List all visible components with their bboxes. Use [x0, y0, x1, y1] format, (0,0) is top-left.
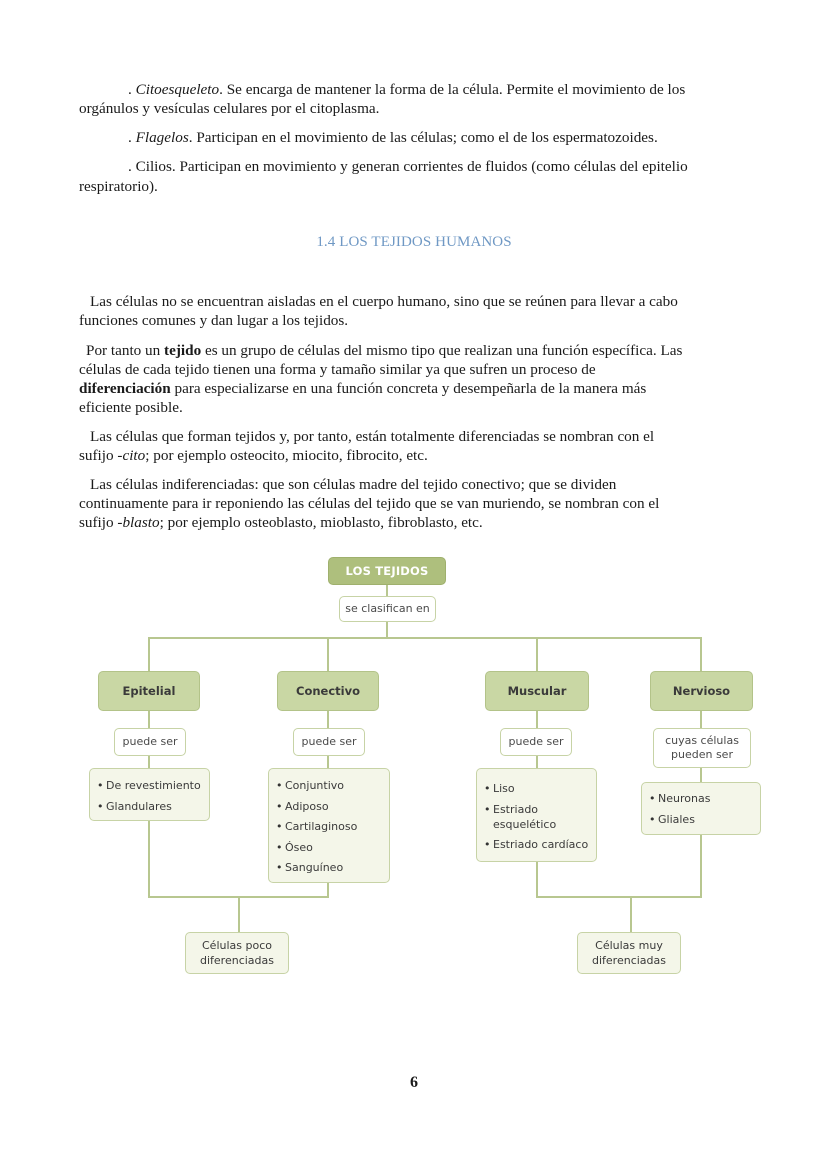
body-paragraph-1: Las células no se encuentran aisladas en el cuerpo humano, sino que se reúnen para llevar a cabo	[90, 293, 678, 310]
category-nervioso: Nervioso	[650, 671, 753, 711]
connector-line	[536, 710, 538, 728]
connector-line	[536, 756, 538, 768]
connector-line	[148, 637, 150, 672]
category-epitelial: Epitelial	[98, 671, 200, 711]
paragraph-citoesqueleto-line2: orgánulos y vesículas celulares por el citoplasma.	[79, 100, 380, 117]
result-poco-diferenciadas: Células poco diferenciadas	[185, 932, 289, 974]
list-item: • Conjuntivo	[276, 776, 383, 797]
list-item: • De revestimiento	[97, 776, 203, 797]
body-paragraph-2-line3: diferenciación para especializarse en una función concreta y desempeñarla de la manera más	[79, 380, 647, 397]
body-paragraph-3-line2: sufijo -cito; por ejemplo osteocito, miocito, fibrocito, etc.	[79, 447, 428, 464]
list-item: • Neuronas	[649, 789, 754, 810]
list-item: • Adiposo	[276, 797, 383, 818]
connector-line	[536, 896, 702, 898]
body-paragraph-2-line2: células de cada tejido tienen una forma y tamaño similar ya que sufren un proceso de	[79, 361, 596, 378]
connector-line	[536, 637, 538, 672]
paragraph-flagelos: . Flagelos. Participan en el movimiento de las células; como el de los espermatozoides.	[128, 129, 658, 146]
body-paragraph-4-line3: sufijo -blasto; por ejemplo osteoblasto, mioblasto, fibroblasto, etc.	[79, 514, 483, 531]
connector-line	[700, 710, 702, 728]
connector-line	[700, 835, 702, 897]
connector-line	[148, 756, 150, 768]
connector-line	[536, 862, 538, 897]
body-paragraph-4: Las células indiferenciadas: que son células madre del tejido conectivo; que se dividen	[90, 476, 617, 493]
paragraph-cilios: . Cilios. Participan en movimiento y generan corrientes de fluidos (como células del epitelio	[128, 158, 688, 175]
list-muscular	[476, 768, 597, 862]
connector-line	[700, 768, 702, 782]
diagram-title: LOS TEJIDOS	[328, 557, 446, 585]
body-paragraph-2: Por tanto un tejido es un grupo de células del mismo tipo que realizan una función específica. Las	[86, 342, 683, 359]
list-conectivo	[268, 768, 390, 883]
link-label-muscular: puede ser	[500, 728, 572, 756]
link-label-epitelial: puede ser	[114, 728, 186, 756]
body-paragraph-4-line2: continuamente para ir reponiendo las células del tejido que se van muriendo, se nombran con el	[79, 495, 660, 512]
connector-line	[327, 883, 329, 897]
connector-line	[386, 621, 388, 638]
list-item: • Estriado cardíaco	[484, 837, 590, 853]
connector-line	[327, 637, 329, 672]
connector-line	[148, 710, 150, 728]
list-item: • Sanguíneo	[276, 858, 383, 879]
connector-line	[700, 637, 702, 672]
link-label-nervioso: cuyas células pueden ser	[653, 728, 751, 768]
body-paragraph-2-line4: eficiente posible.	[79, 399, 183, 416]
category-muscular: Muscular	[485, 671, 589, 711]
connector-line	[238, 896, 240, 932]
result-muy-diferenciadas: Células muy diferenciadas	[577, 932, 681, 974]
connector-line	[327, 756, 329, 768]
list-item: • Glandulares	[97, 797, 203, 818]
list-item: • Cartilaginoso	[276, 817, 383, 838]
connector-line	[148, 637, 702, 639]
link-label-conectivo: puede ser	[293, 728, 365, 756]
section-heading: 1.4 LOS TEJIDOS HUMANOS	[316, 234, 512, 250]
connector-line	[630, 896, 632, 932]
connector-line	[327, 710, 329, 728]
connector-label-clasifican: se clasifican en	[339, 596, 436, 622]
category-conectivo: Conectivo	[277, 671, 379, 711]
list-item: • Liso	[484, 781, 590, 797]
paragraph-citoesqueleto: . Citoesqueleto. Se encarga de mantener la forma de la célula. Permite el movimiento de los	[128, 81, 686, 98]
page-number: 6	[410, 1074, 418, 1091]
body-paragraph-3: Las células que forman tejidos y, por tanto, están totalmente diferenciadas se nombran con el	[90, 428, 655, 445]
list-epitelial	[89, 768, 210, 821]
connector-line	[148, 821, 150, 897]
paragraph-cilios-line2: respiratorio).	[79, 178, 158, 195]
list-nervioso	[641, 782, 761, 835]
list-item: • Gliales	[649, 810, 754, 831]
list-item: • Óseo	[276, 838, 383, 859]
list-item: • Estriado esquelético	[484, 802, 563, 833]
body-paragraph-1-line2: funciones comunes y dan lugar a los tejidos.	[79, 312, 349, 329]
